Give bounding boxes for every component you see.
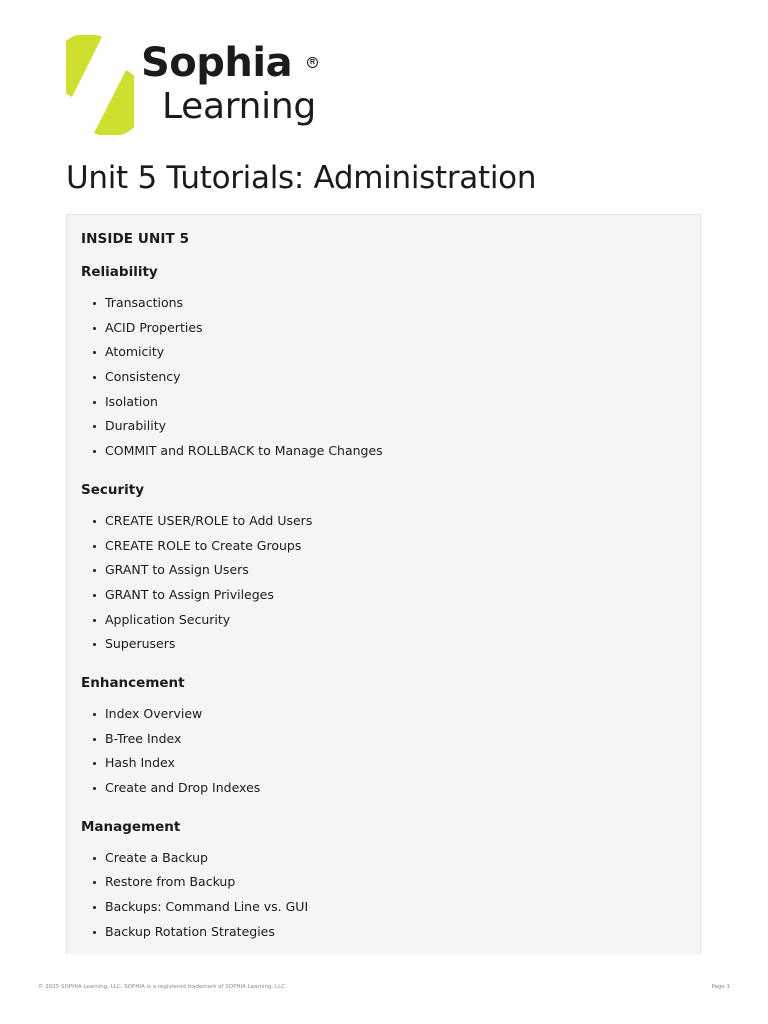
registered-mark-icon: R [307,57,318,68]
topic-list-item: Isolation [93,393,686,418]
topic-list-item: GRANT to Assign Users [93,561,686,586]
section-title: Management [81,818,181,835]
topic-list-item: B-Tree Index [93,730,686,755]
topic-list-item: COMMIT and ROLLBACK to Manage Changes [93,442,686,467]
logo-text-sophia: Sophia [141,40,293,86]
topic-list-item: Superusers [93,635,686,660]
topic-list-item: Create a Backup [93,849,686,874]
topic-list [81,294,686,467]
footer-page-number: Page 1 [711,984,730,990]
section-title: Enhancement [81,674,185,691]
unit-box-heading: INSIDE UNIT 5 [81,231,190,247]
topic-list-item: ACID Properties [93,319,686,344]
topic-list-item: Restore from Backup [93,873,686,898]
logo-text-learning: Learning [162,86,316,127]
unit-contents-box [66,214,701,954]
topic-list-item: Consistency [93,368,686,393]
topic-list-item: Transactions [93,294,686,319]
topic-list-item: Hash Index [93,754,686,779]
unit-sections [81,264,686,947]
topic-list-item: GRANT to Assign Privileges [93,586,686,611]
topic-list-item: Create and Drop Indexes [93,779,686,804]
topic-list-item: Index Overview [93,705,686,730]
topic-list-item: Atomicity [93,343,686,368]
topic-list-item: Backups: Command Line vs. GUI [93,898,686,923]
sophia-learning-logo [66,35,336,135]
section-title: Reliability [81,264,158,280]
topic-list-item: Application Security [93,611,686,636]
topic-list-item: CREATE USER/ROLE to Add Users [93,512,686,537]
topic-list [81,849,686,948]
topic-list [81,512,686,660]
page-title: Unit 5 Tutorials: Administration [66,160,537,196]
topic-list-item: CREATE ROLE to Create Groups [93,537,686,562]
footer-copyright: © 2025 SOPHIA Learning, LLC. SOPHIA is a registered trademark of SOPHIA Learning, LLC. [38,984,287,990]
topic-list [81,705,686,804]
section-title: Security [81,481,145,498]
topic-list-item: Durability [93,417,686,442]
topic-list-item: Backup Rotation Strategies [93,923,686,948]
sophia-logo-mark-icon [66,35,134,135]
